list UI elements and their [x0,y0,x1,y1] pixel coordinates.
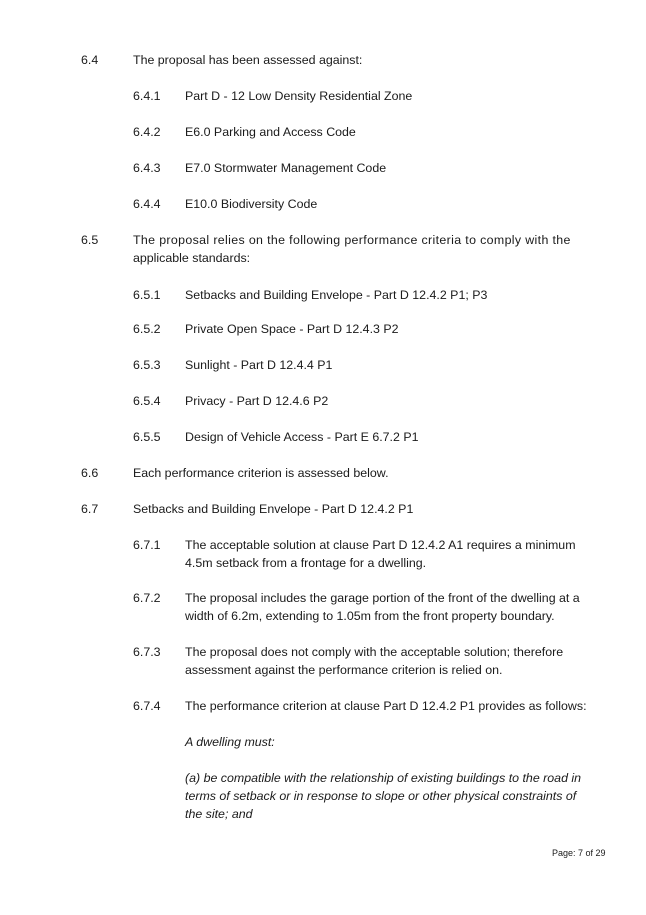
subsection-text-line: width of 6.2m, extending to 1.05m from the front property boundary. [185,609,555,623]
subsection-number: 6.5.2 [133,322,161,336]
section-text: Setbacks and Building Envelope - Part D 12.4.2 P1 [133,502,414,516]
subsection-text: Setbacks and Building Envelope - Part D 12.4.2 P1; P3 [185,288,488,302]
subsection-number: 6.4.2 [133,125,161,139]
section-text: The proposal has been assessed against: [133,53,363,67]
quote-line: the site; and [185,807,253,821]
quote-line: terms of setback or in response to slope or other physical constraints of [185,789,577,803]
quote-intro: A dwelling must: [185,735,275,749]
subsection-text: Privacy - Part D 12.4.6 P2 [185,394,329,408]
subsection-number: 6.7.3 [133,645,161,659]
subsection-text: E10.0 Biodiversity Code [185,197,318,211]
subsection-text: Sunlight - Part D 12.4.4 P1 [185,358,333,372]
page-number: Page: 7 of 29 [552,848,606,858]
subsection-number: 6.4.1 [133,89,161,103]
subsection-text-line: assessment against the performance criterion is relied on. [185,663,503,677]
subsection-text: Private Open Space - Part D 12.4.3 P2 [185,322,399,336]
subsection-number: 6.5.3 [133,358,161,372]
subsection-number: 6.7.4 [133,699,161,713]
subsection-number: 6.4.3 [133,161,161,175]
section-text-line: The proposal relies on the following performance criteria to comply with the [133,233,571,247]
subsection-text-line: The proposal does not comply with the acceptable solution; therefore [185,645,564,659]
section-number: 6.5 [81,233,99,247]
section-number: 6.4 [81,53,99,67]
section-number: 6.7 [81,502,99,516]
subsection-text: Part D - 12 Low Density Residential Zone [185,89,413,103]
subsection-number: 6.5.5 [133,430,161,444]
subsection-text-line: The acceptable solution at clause Part D 12.4.2 A1 requires a minimum [185,538,576,552]
quote-line: (a) be compatible with the relationship of existing buildings to the road in [185,771,582,785]
subsection-number: 6.7.1 [133,538,161,552]
subsection-text: The performance criterion at clause Part D 12.4.2 P1 provides as follows: [185,699,587,713]
subsection-number: 6.4.4 [133,197,161,211]
section-text-line: applicable standards: [133,251,251,265]
subsection-text: Design of Vehicle Access - Part E 6.7.2 P1 [185,430,419,444]
subsection-number: 6.5.4 [133,394,161,408]
subsection-text-line: 4.5m setback from a frontage for a dwelling. [185,556,427,570]
subsection-text: E6.0 Parking and Access Code [185,125,356,139]
subsection-number: 6.7.2 [133,591,161,605]
subsection-number: 6.5.1 [133,288,161,302]
subsection-text-line: The proposal includes the garage portion of the front of the dwelling at a [185,591,580,605]
section-number: 6.6 [81,466,99,480]
section-text: Each performance criterion is assessed below. [133,466,389,480]
subsection-text: E7.0 Stormwater Management Code [185,161,387,175]
